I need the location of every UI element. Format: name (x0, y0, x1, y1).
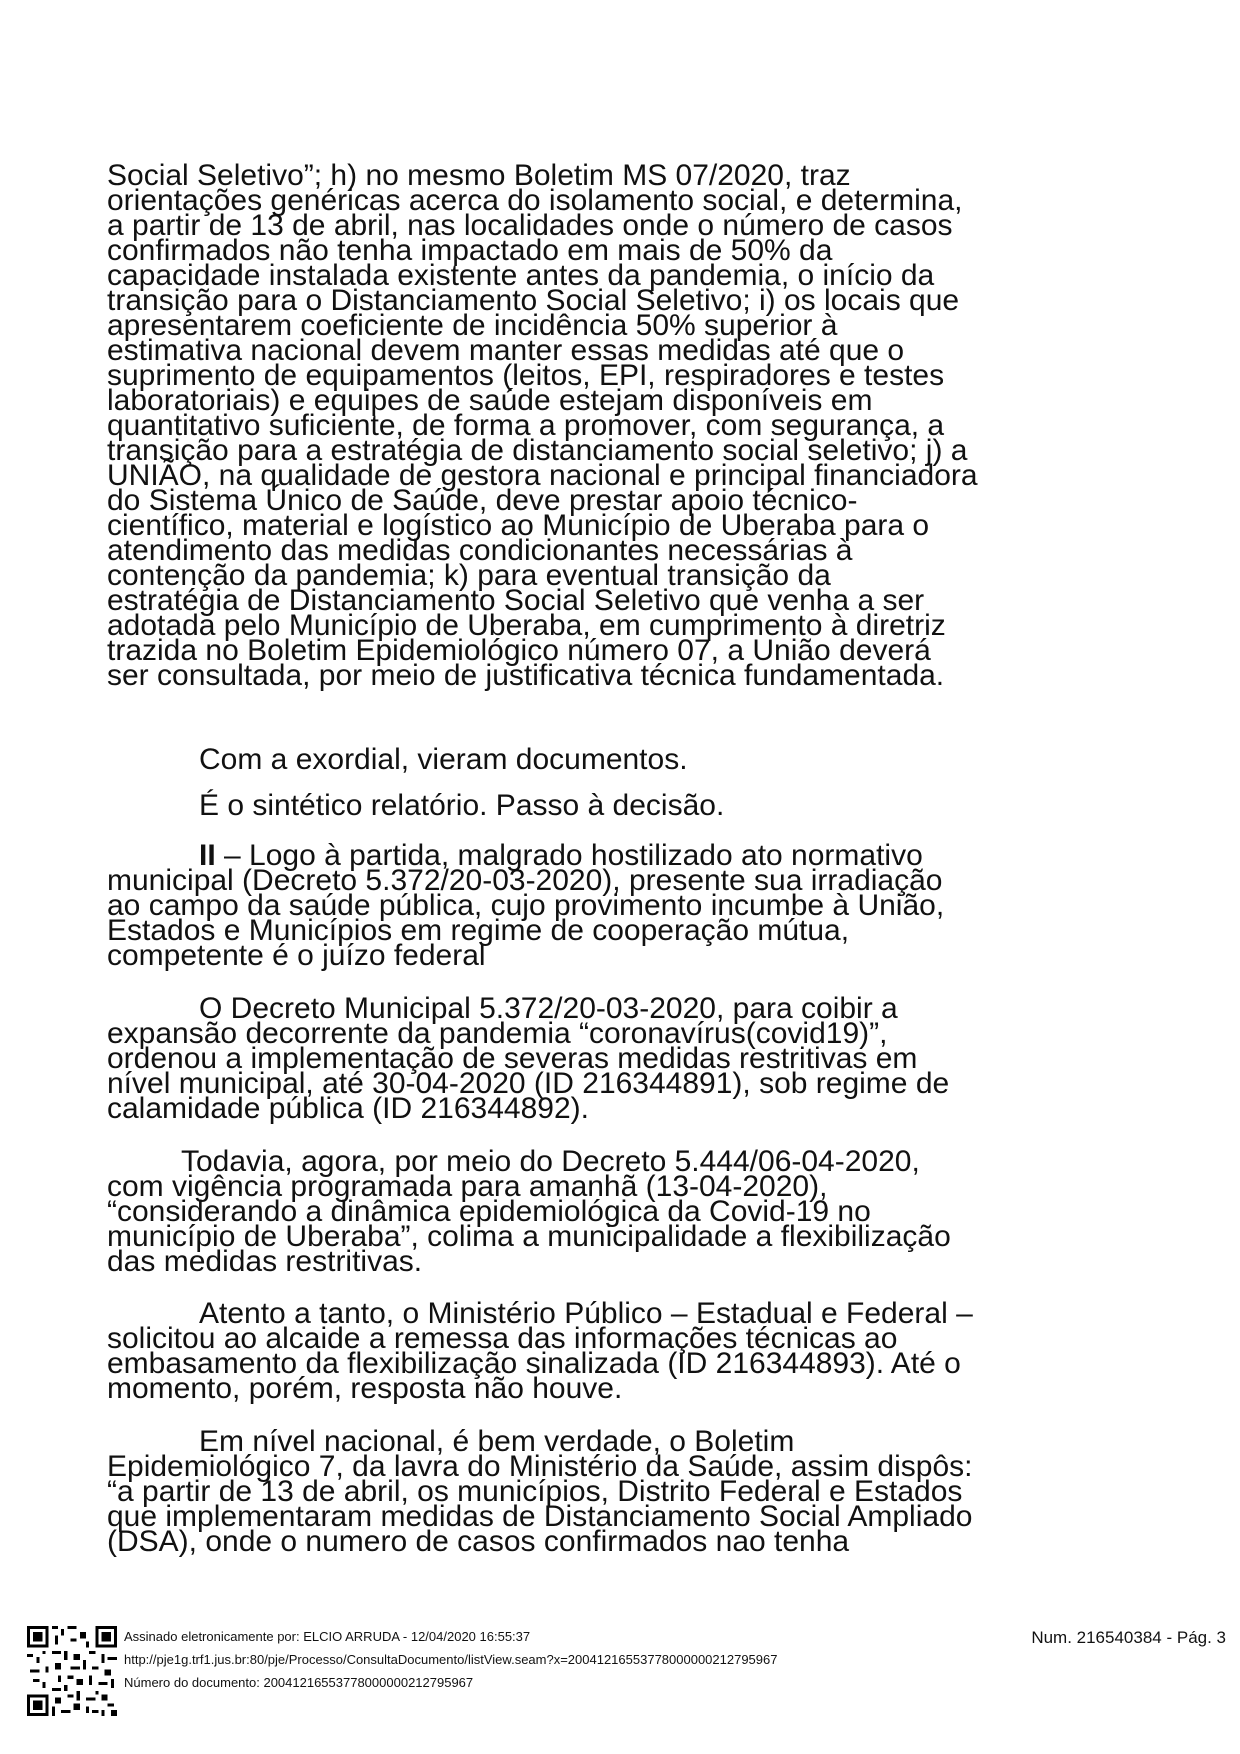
text-line: atendimento das medidas condicionantes necessárias à (107, 534, 853, 567)
text-line: ordenou a implementação de severas medidas restritivas em (107, 1042, 918, 1075)
text-line: “considerando a dinâmica epidemiológica da Covid-19 no (107, 1195, 871, 1228)
text-line: município de Uberaba”, colima a municipalidade a flexibilização (107, 1220, 951, 1253)
text-line: momento, porém, resposta não houve. (107, 1372, 623, 1405)
paragraph-2 (107, 743, 1067, 776)
paragraph-1 (107, 159, 1067, 692)
text-line: científico, material e logístico ao Município de Uberaba para o (107, 509, 930, 542)
text-line: a partir de 13 de abril, nas localidades onde o número de casos (107, 209, 953, 242)
text-line: Em nível nacional, é bem verdade, o Boletim (199, 1425, 795, 1458)
text-line: das medidas restritivas. (107, 1245, 423, 1278)
paragraph-5 (107, 992, 1067, 1125)
text-line: Social Seletivo”; h) no mesmo Boletim MS 07/2020, traz (107, 159, 851, 192)
text-line: embasamento da flexibilização sinalizada (ID 216344893). Até o (107, 1347, 961, 1380)
text-line: laboratoriais) e equipes de saúde estejam disponíveis em (107, 384, 873, 417)
text-line: transição para o Distanciamento Social Seletivo; i) os locais que (107, 284, 960, 317)
text-line: que implementaram medidas de Distanciamento Social Ampliado (107, 1500, 973, 1533)
text-line: capacidade instalada existente antes da pandemia, o início da (107, 259, 935, 292)
text-line: Epidemiológico 7, da lavra do Ministério da Saúde, assim dispôs: (107, 1450, 973, 1483)
text-line: quantitativo suficiente, de forma a promover, com segurança, a (107, 409, 945, 442)
text-line: Com a exordial, vieram documentos. (199, 743, 688, 776)
text-line: “a partir de 13 de abril, os municípios, Distrito Federal e Estados (107, 1475, 963, 1508)
document-url-link[interactable]: http://pje1g.trf1.jus.br:80/pje/Processo/ConsultaDocumento/listView.seam?x=20041216553778000000212795967 (124, 1652, 778, 1667)
text-line: com vigência programada para amanhã (13-04-2020), (107, 1170, 828, 1203)
text-line: solicitou ao alcaide a remessa das informações técnicas ao (107, 1322, 898, 1355)
text-line: estimativa nacional devem manter essas medidas até que o (107, 334, 905, 367)
text-line: Todavia, agora, por meio do Decreto 5.444/06-04-2020, (181, 1145, 920, 1178)
text-line: É o sintético relatório. Passo à decisão. (199, 789, 725, 822)
text-line: (DSA), onde o numero de casos confirmados nao tenha (107, 1525, 850, 1558)
text-line: orientações genéricas acerca do isolamento social, e determina, (107, 184, 963, 217)
text-line: trazida no Boletim Epidemiológico número 07, a União deverá (107, 634, 931, 667)
text-line: adotada pelo Município de Uberaba, em cumprimento à diretriz (107, 609, 946, 642)
text-line: UNIÃO, na qualidade de gestora nacional e principal financiadora (107, 459, 978, 492)
text-line: ao campo da saúde pública, cujo provimento incumbe à União, (107, 889, 945, 922)
section-marker: II (199, 839, 216, 872)
text-line: competente é o juízo federal (107, 939, 486, 972)
document-number-text: Número do documento: 20041216553778000000212795967 (124, 1675, 474, 1690)
text-line: contenção da pandemia; k) para eventual transição da (107, 559, 831, 592)
text-line: nível municipal, até 30-04-2020 (ID 216344891), sob regime de (107, 1067, 950, 1100)
paragraph-6 (107, 1145, 1067, 1278)
text-line: municipal (Decreto 5.372/20-03-2020), presente sua irradiação (107, 864, 943, 897)
text-line: O Decreto Municipal 5.372/20-03-2020, para coibir a (199, 992, 898, 1025)
text-line: suprimento de equipamentos (leitos, EPI, respiradores e testes (107, 359, 945, 392)
signed-by-text: Assinado eletronicamente por: ELCIO ARRUDA - 12/04/2020 16:55:37 (124, 1629, 531, 1644)
text-line: transição para a estratégia de distanciamento social seletivo; j) a (107, 434, 968, 467)
text-line: expansão decorrente da pandemia “coronavírus(covid19)”, (107, 1017, 888, 1050)
text-line: do Sistema Único de Saúde, deve prestar apoio técnico- (107, 484, 858, 517)
paragraph-7 (107, 1297, 1067, 1405)
text-line: calamidade pública (ID 216344892). (107, 1092, 589, 1125)
text-line: ser consultada, por meio de justificativa técnica fundamentada. (107, 659, 945, 692)
text-run: – Logo à partida, malgrado hostilizado ato normativo (215, 839, 923, 872)
paragraph-4 (107, 839, 1067, 972)
signature-footer (0, 1604, 1240, 1754)
text-line: estratégia de Distanciamento Social Seletivo que venha a ser (107, 584, 925, 617)
text-line: Atento a tanto, o Ministério Público – Estadual e Federal – (199, 1297, 973, 1330)
text-line: apresentarem coeficiente de incidência 50% superior à (107, 309, 838, 342)
paragraph-8 (107, 1425, 1067, 1558)
qr-code-icon (27, 1623, 117, 1719)
text-line: confirmados não tenha impactado em mais de 50% da (107, 234, 833, 267)
text-line: Estados e Municípios em regime de cooperação mútua, (107, 914, 850, 947)
paragraph-3 (107, 789, 1067, 822)
page-reference: Num. 216540384 - Pág. 3 (1031, 1628, 1226, 1647)
